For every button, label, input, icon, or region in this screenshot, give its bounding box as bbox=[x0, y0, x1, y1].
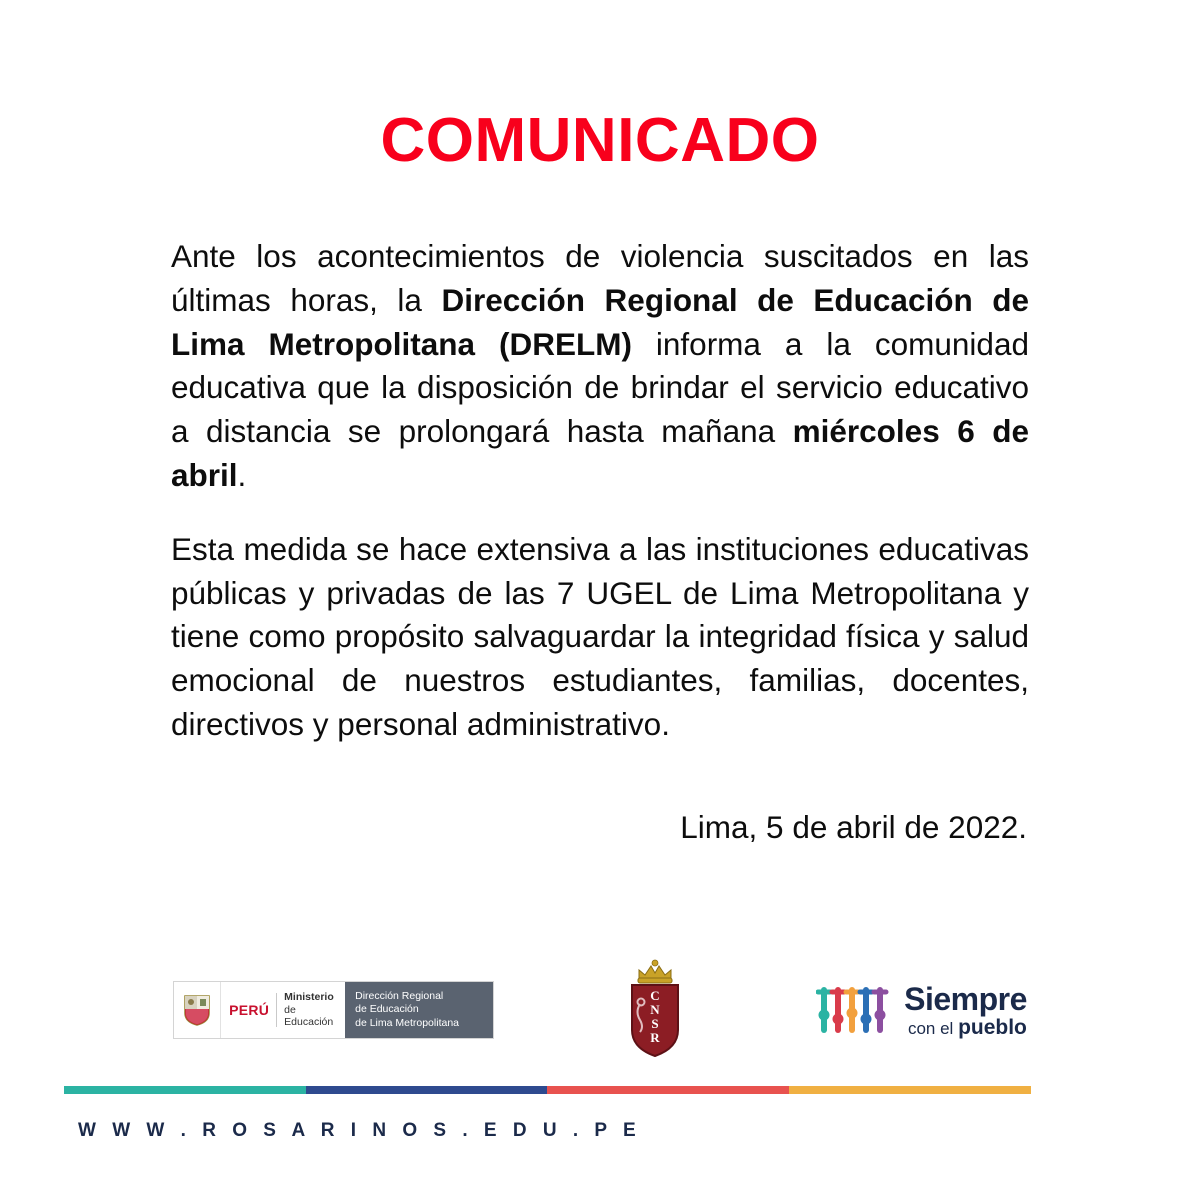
minedu-peru-block bbox=[221, 982, 345, 1038]
color-bar-segment-4 bbox=[789, 1086, 1031, 1094]
svg-text:C: C bbox=[650, 988, 660, 1003]
siempre-word-1: Siempre bbox=[904, 980, 1027, 1017]
peru-word: PERÚ bbox=[229, 1002, 270, 1018]
siempre-word-2-bold: pueblo bbox=[958, 1015, 1027, 1039]
paragraph-1-segment-4: miércoles 6 de abril bbox=[171, 413, 1029, 493]
paragraph-1-segment-3: informa a la comunidad educativa que la disposición de brindar el servicio educativo a distancia se prolongará hasta mañana bbox=[171, 325, 1029, 450]
color-bar-segment-2 bbox=[306, 1086, 548, 1094]
drelm-lines bbox=[355, 990, 459, 1029]
drelm-block bbox=[345, 982, 493, 1038]
page-title: COMUNICADO bbox=[380, 106, 820, 175]
paragraph-1-segment-1: Ante los acontecimientos de violencia suscitados en las últimas horas, la bbox=[171, 238, 1029, 318]
paragraph-1 bbox=[171, 235, 1029, 498]
signoff-line: Lima, 5 de abril de 2022. bbox=[680, 808, 1027, 845]
color-bar-segment-3 bbox=[547, 1086, 789, 1094]
paragraph-1-segment-2: Dirección Regional de Educación de Lima Metropolitana (DRELM) bbox=[171, 281, 1029, 362]
document-body bbox=[171, 173, 1029, 846]
cnsr-crest-icon bbox=[612, 958, 698, 1062]
ministry-line-1: Ministerio bbox=[284, 990, 334, 1003]
ministry-line-2: de Educación bbox=[284, 1003, 334, 1029]
minedu-drelm-logo bbox=[173, 981, 494, 1039]
drelm-line-3: de Lima Metropolitana bbox=[355, 1016, 460, 1029]
cnsr-crest-logo bbox=[612, 958, 698, 1062]
bottom-color-bar bbox=[64, 1086, 1136, 1094]
siempre-wordmark bbox=[904, 980, 1027, 1039]
siempre-word-2-prefix: con el bbox=[907, 1018, 959, 1038]
svg-text:S: S bbox=[651, 1016, 659, 1031]
siempre-word-2 bbox=[904, 1017, 1027, 1038]
paragraph-1-segment-5: . bbox=[237, 457, 247, 493]
logo-strip bbox=[0, 950, 1200, 1070]
paragraph-2: Esta medida se hace extensiva a las instituciones educativas públicas y privadas de las 7 UGEL de Lima Metropolitana y tiene como propósito salvaguardar la integridad física y salud emocional de nuestros estudiantes, familias, docentes, directivos y personal administrativo. bbox=[171, 530, 1029, 742]
ministry-lines bbox=[284, 991, 345, 1029]
drelm-line-1: Dirección Regional bbox=[355, 990, 444, 1003]
footer-website-url[interactable]: W W W . R O S A R I N O S . E D U . P E bbox=[78, 1120, 642, 1141]
drelm-line-2: de Educación bbox=[355, 1003, 419, 1016]
svg-text:R: R bbox=[650, 1030, 660, 1045]
svg-text:N: N bbox=[650, 1002, 660, 1017]
color-bar-segment-1 bbox=[64, 1086, 306, 1094]
peru-coat-of-arms-icon bbox=[174, 982, 221, 1038]
crown-icon bbox=[638, 960, 672, 983]
color-bar-segment-5 bbox=[1031, 1086, 1136, 1094]
siempre-stripes-icon bbox=[816, 982, 894, 1038]
siempre-con-el-pueblo-logo bbox=[816, 982, 1027, 1038]
peru-divider bbox=[276, 993, 277, 1027]
